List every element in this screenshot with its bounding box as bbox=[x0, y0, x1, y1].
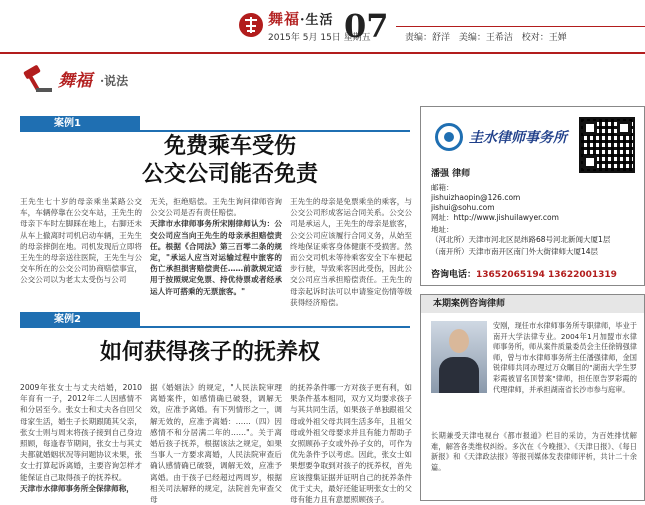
case2-column-1 bbox=[20, 382, 142, 501]
ad-address-label: 地址： bbox=[431, 225, 454, 234]
ad-address-2: （南开所）天津市南开区南门外大街律师大厦14层 bbox=[431, 247, 599, 256]
case1-column-1: 王先生七十岁的母亲乘坐某路公交车，车辆停靠在公交车站，王先生的母亲下车时左脚踩在地上，右脚还未从车上撤离时司机启动车辆，王先生的母亲摔倒在地。司机发现后立即将王先生的母亲送往医院，王先生与公交车所在的公交公司协商赔偿事宜，公交公司以为老太太受伤与公司 bbox=[20, 197, 142, 285]
case1-column-3: 王先生的母亲是免票乘坐的乘客，与公交公司形成客运合同关系。公交公司是承运人，王先生的母亲是旅客，公交公司应该履行合同义务，从始至终地保证乘客身体健康不受损害。然而公交司机未等待乘客安全下车便起步行驶，导致乘客因此受伤，因此公交公司应当承担赔偿责任。王先生的母亲起诉时法可以申请鉴定伤情等级获得经济赔偿。 bbox=[290, 197, 412, 307]
issue-date: 2015年 5月 15日 星期五 bbox=[268, 33, 371, 43]
case1-column-2-lawyer: 天津市水律师事务所宋刚律师认为：公交公司应当向王先生的母亲承担赔偿责任。根据《合同法》第三百零二条的规定，"承运人应当对运输过程中旅客的伤亡承担损害赔偿责任……前款规定适用于按照规定免票、持优待票或者经承运人许可搭乘的无票旅客。" bbox=[150, 219, 282, 296]
gavel-icon bbox=[20, 64, 54, 94]
case2-column-1-story: 2009年张女士与丈夫结婚，2010年育有一子，2012年二人因感情不和分居至今。张女士和丈夫各自回父母家生活，婚生子长期跟随其父亲，张女士则与周末将孩子接到自己身边照顾，每逢春节期间，张女士与其丈夫都就婚姻状况等问题协议未果，张女士打算起诉离婚，主要咨询怎样才能保证自己取得孩子的抚养权。 bbox=[20, 383, 142, 482]
page-number: 07 bbox=[344, 7, 389, 45]
masthead-title bbox=[268, 8, 334, 29]
lawyer-photo bbox=[431, 321, 487, 393]
qr-code-icon bbox=[579, 117, 635, 173]
consult-lawyer-box bbox=[420, 294, 645, 501]
ad-phone bbox=[431, 267, 617, 280]
credit-editor: 责编：舒洋 bbox=[405, 33, 451, 43]
consult-bio-2: 长期兼受天津电视台《都市报道》栏目的采访，为百姓排忧解难，解答各类维权纠纷。多次在《今晚报》、《天津日报》、《每日新报》和《天津政法报》等报刊媒体发表律师评析，共计二十余篇。 bbox=[431, 431, 637, 472]
case2-tag: 案例2 bbox=[20, 312, 140, 328]
case2-rule bbox=[20, 326, 410, 328]
case2-column-2: 据《婚姻法》的规定，"人民法院审理离婚案件，如感情确已破裂，调解无效，应准予离婚。有下列情形之一，调解无效的，应准予离婚：……（四）因感情不和分居满二年的……"。关于离婚后孩子抚养，根据该法之规定，如果当事人一方要求离婚，人民法院审查后确认感情确已破裂，调解无效，应准予离婚。由于孩子已经超过两周岁，根据相关司法解释的规定，法院首先审查父母 bbox=[150, 383, 282, 505]
ad-address-1: （河北所）天津市河北区昆纬路68号河北新闻大厦1层 bbox=[431, 235, 611, 244]
ad-website bbox=[431, 213, 559, 223]
ad-phone-label: 咨询电话： bbox=[431, 270, 477, 280]
section-logo-sub: ·说法 bbox=[100, 74, 129, 88]
firm-logo-icon bbox=[435, 123, 463, 151]
case1-headline-line2: 公交公司能否免责 bbox=[141, 161, 318, 187]
case1-tag: 案例1 bbox=[20, 116, 140, 132]
lawyer-photo-body bbox=[439, 357, 479, 393]
case2-column-1-lawyer: 天津市水律师事务所全保律师称， bbox=[20, 483, 134, 493]
lawyer-photo-head bbox=[449, 329, 469, 353]
case2-column-3: 的抚养条件哪一方对孩子更有利，如果条件基本相同，双方又均要求孩子与其共同生活，如果孩子单独跟祖父母或外祖父母共同生活多年，且祖父母或外祖父母要求并且有能力帮助子女照顾孙子女或外孙子女的，可作为优先条件予以考虑。因此，张女士如果想要争取到对孩子的抚养权，首先应该搜集证据并证明自己的抚养条件优于丈夫，最好还能证明张女士的父母有能力且有意愿照顾孩子。 bbox=[290, 383, 412, 505]
ad-website-label: 网址： bbox=[431, 213, 454, 222]
ad-email-2[interactable]: jishui@sohu.com bbox=[431, 203, 495, 212]
section-logo-main: 舞福 bbox=[58, 71, 92, 91]
masthead-logo-icon bbox=[238, 12, 264, 38]
ad-email-label: 邮箱： bbox=[431, 183, 454, 192]
case1-headline bbox=[80, 132, 380, 188]
case1-headline-line1: 免费乘车受伤 bbox=[163, 133, 296, 159]
ad-website-link[interactable]: http://www.jishuilawyer.com bbox=[453, 213, 559, 222]
masthead-sub: ·生活 bbox=[300, 13, 334, 28]
masthead-main: 舞福 bbox=[268, 10, 301, 28]
law-firm-ad bbox=[420, 106, 645, 286]
ad-email-1[interactable]: jishuizhaopin@126.com bbox=[431, 193, 521, 202]
firm-name: 圭水律师事务所 bbox=[469, 130, 567, 146]
credits-line bbox=[405, 30, 573, 43]
header-rule bbox=[396, 26, 645, 27]
case2-headline: 如何获得孩子的抚养权 bbox=[99, 339, 320, 365]
credit-designer: 美编：王希洁 bbox=[458, 33, 513, 43]
case1-column-2 bbox=[150, 196, 282, 296]
case1-column-2-intro: 无关，拒绝赔偿。王先生询问律师咨询公交公司是否有责任赔偿。 bbox=[150, 197, 282, 218]
consult-title: 本期案例咨询律师 bbox=[421, 295, 644, 313]
ad-phone-numbers: 13652065194 13622001319 bbox=[476, 270, 617, 280]
credit-proofreader: 校对：王婵 bbox=[521, 33, 567, 43]
consult-bio: 安刚，现任市水律师事务所专职律师，毕业于南开大学法律专业。2004年1月加盟市水律师事务所，师从案件质量委员会主任徐锦强律师，曾与市水律师事务所主任潘强律师，金国锐律师共同办理过万众瞩目的"湖南大学生罗彩霞被冒名顶替案"律师，担任原告罗彩霞的代理律师，并承担湖南省长沙市参与庭审。 bbox=[493, 321, 637, 394]
ad-lawyer-name: 潘强 律师 bbox=[431, 169, 471, 179]
firm-logo bbox=[435, 123, 575, 163]
section-logo bbox=[20, 62, 140, 96]
